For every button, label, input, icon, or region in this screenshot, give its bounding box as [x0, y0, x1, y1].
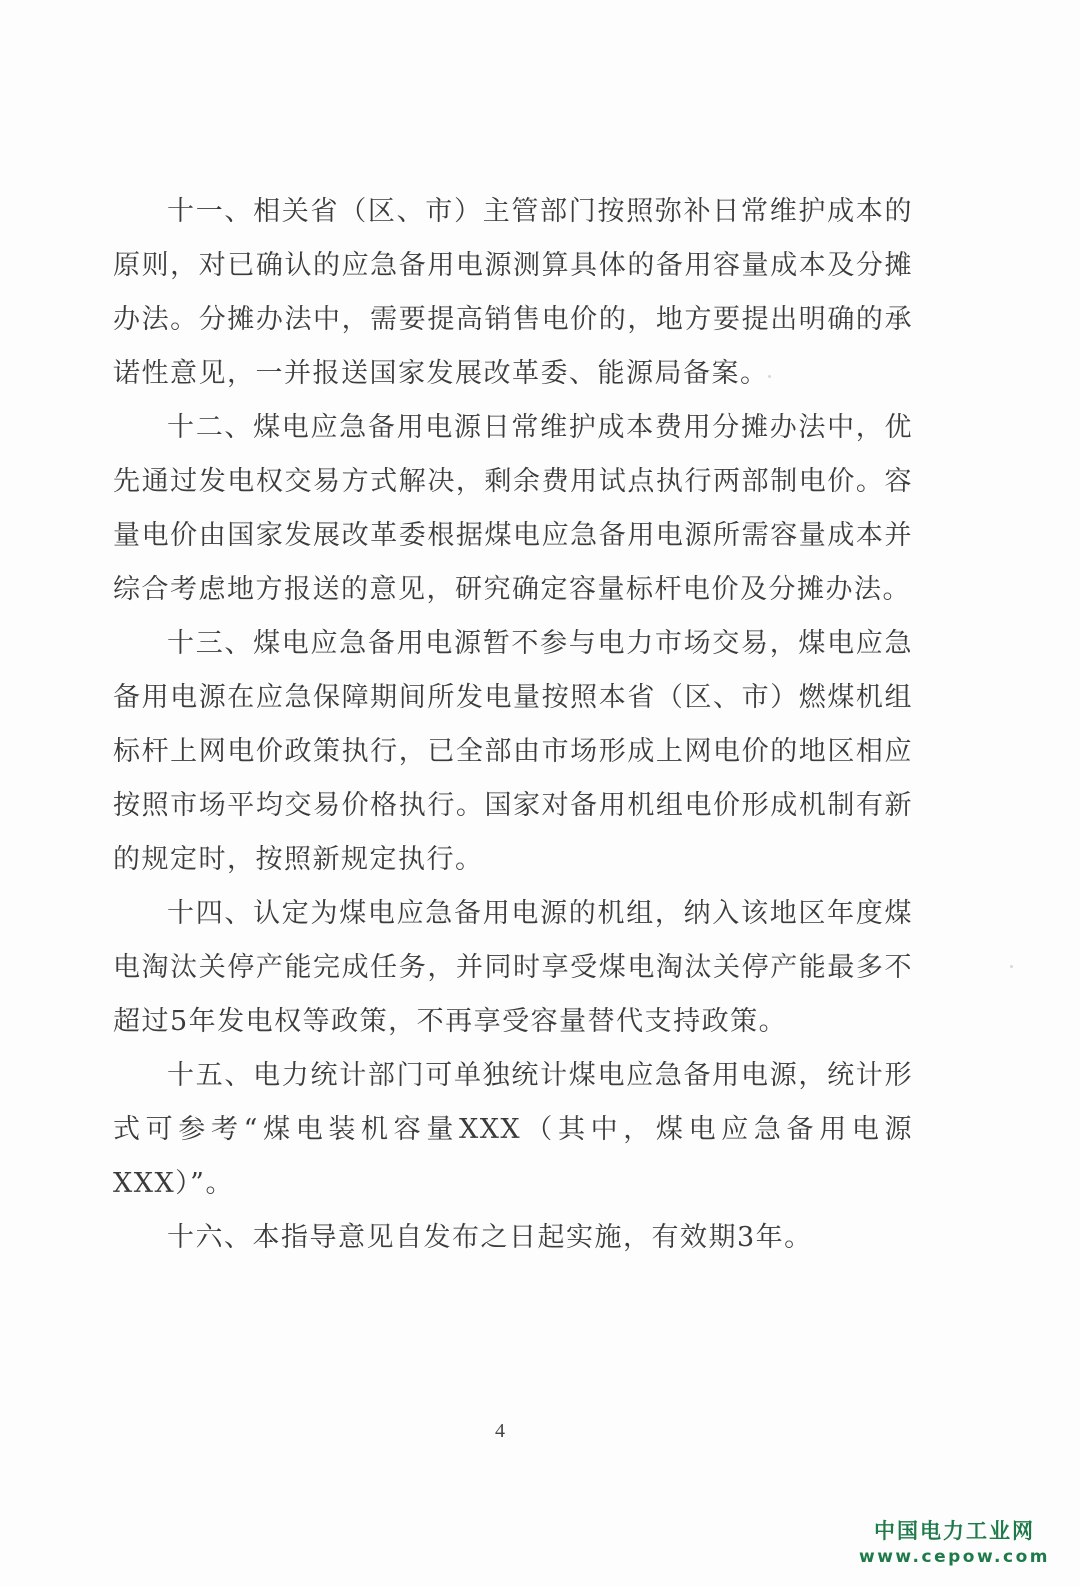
paragraph-15: 十五、电力统计部门可单独统计煤电应急备用电源，统计形式可参考“煤电装机容量XXX（其中，煤电应急备用电源XXX）”。 [113, 1060, 913, 1199]
paragraph-11: 十一、相关省（区、市）主管部门按照弥补日常维护成本的原则，对已确认的应急备用电源测算具体的备用容量成本及分摊办法。分摊办法中，需要提高销售电价的，地方要提出明确的承诺性意见，一并报送国家发展改革委、能源局备案。 [113, 196, 913, 389]
page-number: 4 [495, 1420, 505, 1442]
paragraph-13: 十三、煤电应急备用电源暂不参与电力市场交易，煤电应急备用电源在应急保障期间所发电量按照本省（区、市）燃煤机组标杆上网电价政策执行，已全部由市场形成上网电价的地区相应按照市场平均交易价格执行。国家对备用机组电价形成机制有新的规定时，按照新规定执行。 [113, 628, 913, 875]
watermark-url: www.cepow.com [859, 1547, 1050, 1567]
watermark-title: 中国电力工业网 [874, 1519, 1035, 1543]
scan-speck [768, 375, 771, 378]
document-body [113, 185, 913, 1265]
paragraph-14: 十四、认定为煤电应急备用电源的机组，纳入该地区年度煤电淘汰关停产能完成任务，并同时享受煤电淘汰关停产能最多不超过5年发电权等政策，不再享受容量替代支持政策。 [113, 898, 913, 1037]
paragraph-12: 十二、煤电应急备用电源日常维护成本费用分摊办法中，优先通过发电权交易方式解决，剩余费用试点执行两部制电价。容量电价由国家发展改革委根据煤电应急备用电源所需容量成本并综合考虑地方报送的意见，研究确定容量标杆电价及分摊办法。 [113, 412, 913, 605]
site-watermark [859, 1517, 1050, 1569]
scan-speck [1010, 965, 1013, 968]
paragraph-16: 十六、本指导意见自发布之日起实施，有效期3年。 [167, 1222, 813, 1253]
